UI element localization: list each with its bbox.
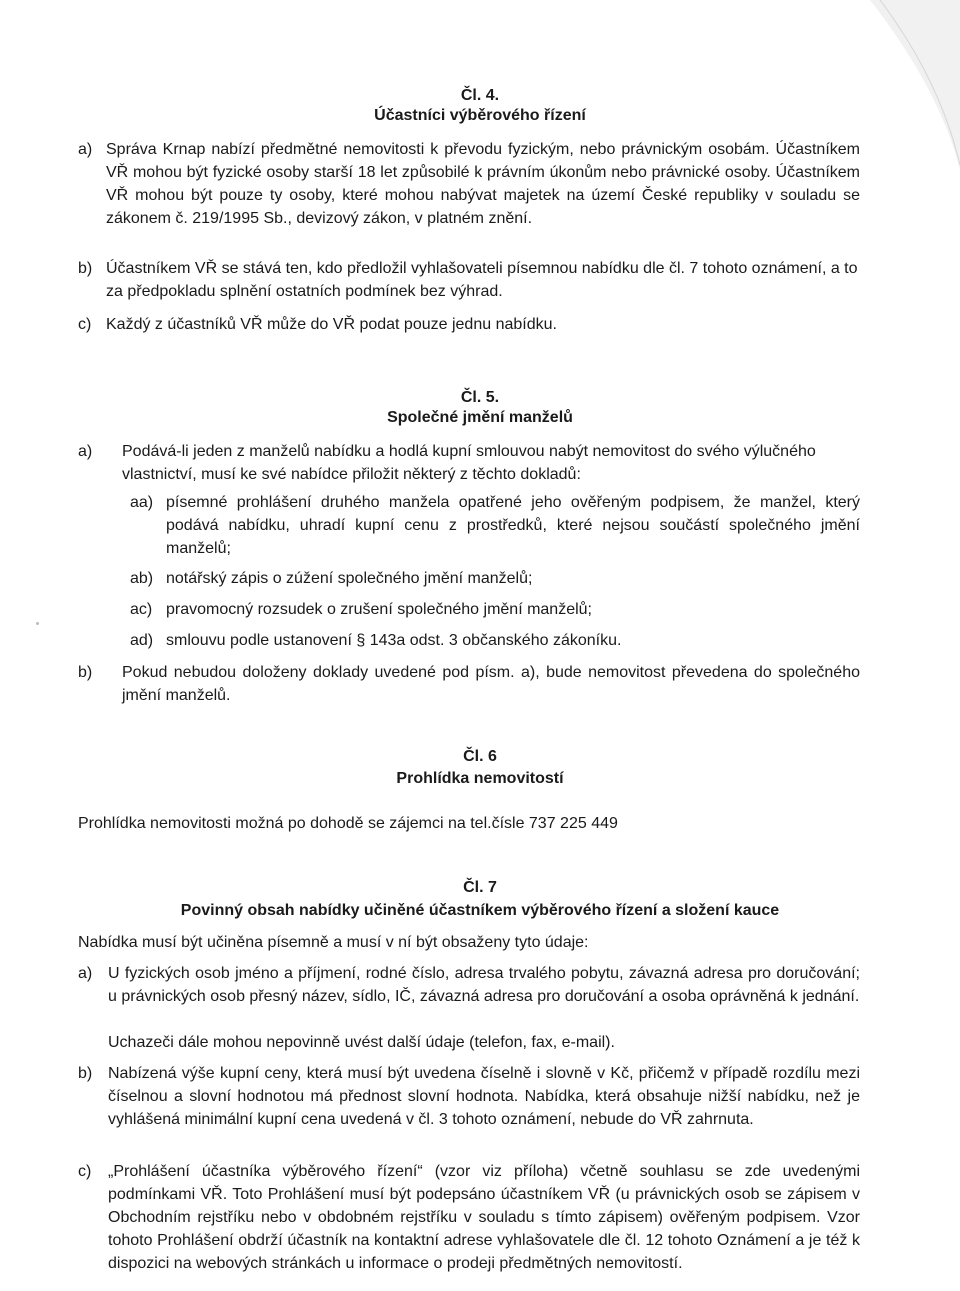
- art5-title: Společné jmění manželů: [387, 409, 573, 426]
- art4-title: Účastníci výběrového řízení: [374, 107, 586, 124]
- art5-sub-ac-label: ac): [130, 601, 153, 618]
- art5-sub-aa-label: aa): [130, 494, 154, 511]
- art5-number: Čl. 5.: [460, 389, 500, 406]
- art4-item-a-label: a): [78, 141, 93, 158]
- art6-text: Prohlídka nemovitosti možná po dohodě se zájemci na tel.čísle 737 225 449: [78, 815, 618, 832]
- art6-title: Prohlídka nemovitostí: [396, 770, 564, 787]
- art7-item-a-text: U fyzických osob jméno a příjmení, rodné číslo, adresa trvalého pobytu, závazná adresa pro doručování; u právnických osob přesný název, sídlo, IČ, závazná adresa pro doručování a osoba oprávněná k jednání.: [108, 965, 860, 1005]
- art4-item-b-text: Účastníkem VŘ se stává ten, kdo předložil vyhlašovateli písemnou nabídku dle čl. 7 tohoto oznámení, a to za předpokladu splnění ostatních podmínek bez výhrad.: [106, 260, 858, 300]
- scan-speck: [36, 622, 39, 625]
- art5-sub-ac-text: pravomocný rozsudek o zrušení společného jmění manželů;: [166, 601, 592, 618]
- art5-sub-ab-text: notářský zápis o zúžení společného jmění manželů;: [166, 570, 533, 587]
- art5-sub-aa-text: písemné prohlášení druhého manžela opatřené jeho ověřeným podpisem, že manžel, který podává nabídku, uhradí kupní cenu z prostředků, které nejsou součástí společného jmění manželů;: [166, 494, 860, 557]
- art7-intro: Nabídka musí být učiněna písemně a musí v ní být obsaženy tyto údaje:: [78, 934, 589, 951]
- art5-item-a-label: a): [78, 443, 93, 460]
- art4-item-b-label: b): [78, 260, 93, 277]
- art5-item-a-text: Podává-li jeden z manželů nabídku a hodlá kupní smlouvou nabýt nemovitost do svého výlučného vlastnictví, musí ke své nabídce přiložit některý z těchto dokladů:: [122, 443, 816, 483]
- art5-item-b-text: Pokud nebudou doloženy doklady uvedené pod písm. a), bude nemovitost převedena do společného jmění manželů.: [122, 664, 860, 704]
- art4-item-a-text: Správa Krnap nabízí předmětné nemovitosti k převodu fyzickým, nebo právnickým osobám. Účastníkem VŘ mohou být fyzické osoby starší 18 let způsobilé k právním úkonům nebo právnické osoby. Účastníkem VŘ mohou být pouze ty osoby, které mohou nabývat majetek na území České republiky v souladu se zákonem č. 219/1995 Sb., devizový zákon, v platném znění.: [106, 141, 860, 227]
- art7-item-b-text: Nabízená výše kupní ceny, která musí být uvedena číselně i slovně v Kč, přičemž v případě rozdílu mezi číselnou a slovní hodnotou má přednost slovní hodnota. Nabídka, která obsahuje nižší nabídku, než je vyhlášená minimální kupní cena uvedená v čl. 3 tohoto oznámení, nebude do VŘ zahrnuta.: [108, 1065, 860, 1128]
- art5-sub-ad-label: ad): [130, 632, 154, 649]
- art5-sub-ab-label: ab): [130, 570, 154, 587]
- art7-item-a-label: a): [78, 965, 93, 982]
- art4-item-c-label: c): [78, 316, 92, 333]
- art7-title: Povinný obsah nabídky učiněné účastníkem výběrového řízení a složení kauce: [180, 902, 780, 919]
- art7-number: Čl. 7: [463, 879, 497, 896]
- art7-item-c-text: „Prohlášení účastníka výběrového řízení“ (vzor viz příloha) včetně souhlasu se zde uvedenými podmínkami VŘ. Toto Prohlášení musí být podepsáno účastníkem VŘ (u právnických osob se zápisem v Obchodním rejstříku nebo v obdobném rejstříku v souladu s tímto zápisem) ověřeným podpisem. Vzor tohoto Prohlášení obdrží účastník na kontaktní adrese vyhlašovatele dle čl. 12 tohoto Oznámení a je též k dispozici na webových stránkách u informace o prodeji předmětných nemovitostí.: [108, 1163, 860, 1272]
- art6-number: Čl. 6: [463, 748, 497, 765]
- art7-item-c-label: c): [78, 1163, 92, 1180]
- art5-sub-ad-text: smlouvu podle ustanovení § 143a odst. 3 občanského zákoníku.: [166, 632, 622, 649]
- art7-item-b-label: b): [78, 1065, 93, 1082]
- art4-number: Čl. 4.: [460, 87, 500, 104]
- art4-item-c-text: Každý z účastníků VŘ může do VŘ podat pouze jednu nabídku.: [106, 316, 557, 333]
- art7-item-a-note: Uchazeči dále mohou nepovinně uvést další údaje (telefon, fax, e-mail).: [108, 1034, 615, 1051]
- art5-item-b-label: b): [78, 664, 93, 681]
